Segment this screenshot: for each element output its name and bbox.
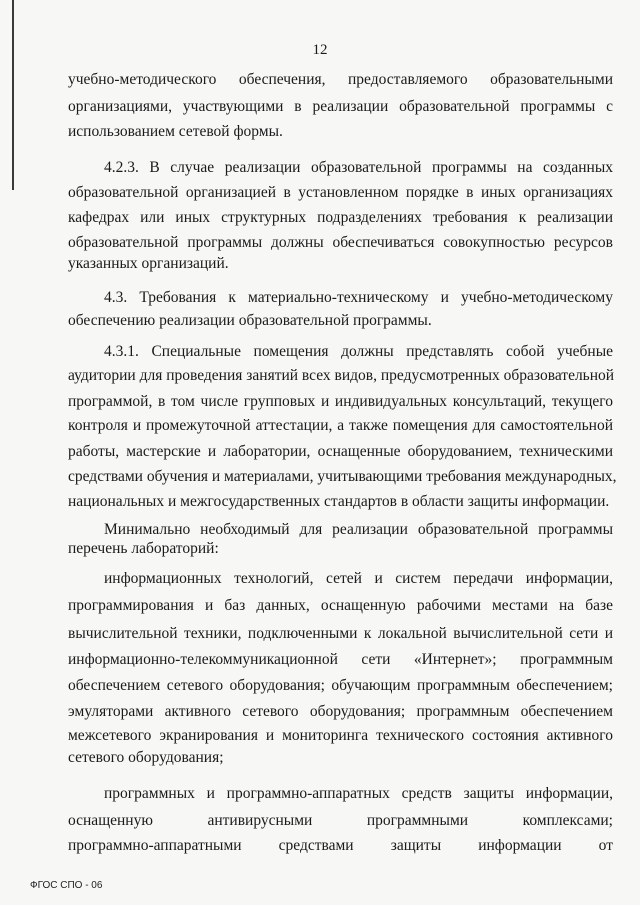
text-line: сетевого оборудования; [68,749,224,766]
text-line: оснащенную антивирусными программными комплексами; [68,812,613,829]
scan-edge-line [12,0,14,190]
text-line: информационных технологий, сетей и систем передачи информации, [104,570,613,587]
text-line: учебно-методического обеспечения, предоставляемого образовательными [68,71,613,88]
text-line: средствами обучения и материалами, учитывающими требования международных, [68,468,617,485]
text-line: программирования и баз данных, оснащенную рабочими местами на базе [68,597,613,614]
text-line: вычислительной техники, подключенными к локальной вычислительной сети и [68,625,613,642]
text-line: национальных и межгосударственных стандартов в области защиты информации. [68,493,610,510]
document-footer: ФГОС СПО - 06 [30,880,103,891]
text-line: указанных организаций. [68,255,229,272]
text-line: контроля и промежуточной аттестации, а также помещения для самостоятельной [68,417,613,434]
text-line: перечень лабораторий: [68,540,219,557]
text-line: 4.3.1. Специальные помещения должны представлять собой учебные [104,343,613,360]
text-line: обеспечению реализации образовательной программы. [68,312,432,329]
text-line: обеспечением сетевого оборудования; обучающим программным обеспечением; [68,677,613,694]
text-line: информационно-телекоммуникационной сети «Интернет»; программным [68,651,613,668]
text-line: программных и программно-аппаратных средств защиты информации, [104,785,613,802]
text-line: кафедрах или иных структурных подразделениях требования к реализации [68,209,613,226]
text-line: межсетевого экранирования и мониторинга технического состояния активного [68,727,613,744]
text-line: использованием сетевой формы. [68,123,283,140]
text-line: эмуляторами активного сетевого оборудования; программным обеспечением [68,703,613,720]
text-line: 4.2.3. В случае реализации образовательной программы на созданных [104,159,613,176]
text-line: образовательной программы должны обеспечиваться совокупностью ресурсов [68,234,613,251]
page-number: 12 [312,42,328,58]
text-line: аудитории для проведения занятий всех видов, предусмотренных образовательной [68,367,615,384]
text-line: программой, в том числе групповых и индивидуальных консультаций, текущего [68,393,613,410]
text-line: программно-аппаратными средствами защиты информации от [68,837,613,854]
text-line: Минимально необходимый для реализации образовательной программы [104,521,613,538]
text-line: образовательной организацией в установленном порядке в иных организациях [68,184,613,201]
text-line: работы, мастерские и лаборатории, оснащенные оборудованием, техническими [68,443,613,460]
text-line: 4.3. Требования к материально-техническому и учебно-методическому [104,289,613,306]
text-line: организациями, участвующими в реализации образовательной программы с [68,98,613,115]
